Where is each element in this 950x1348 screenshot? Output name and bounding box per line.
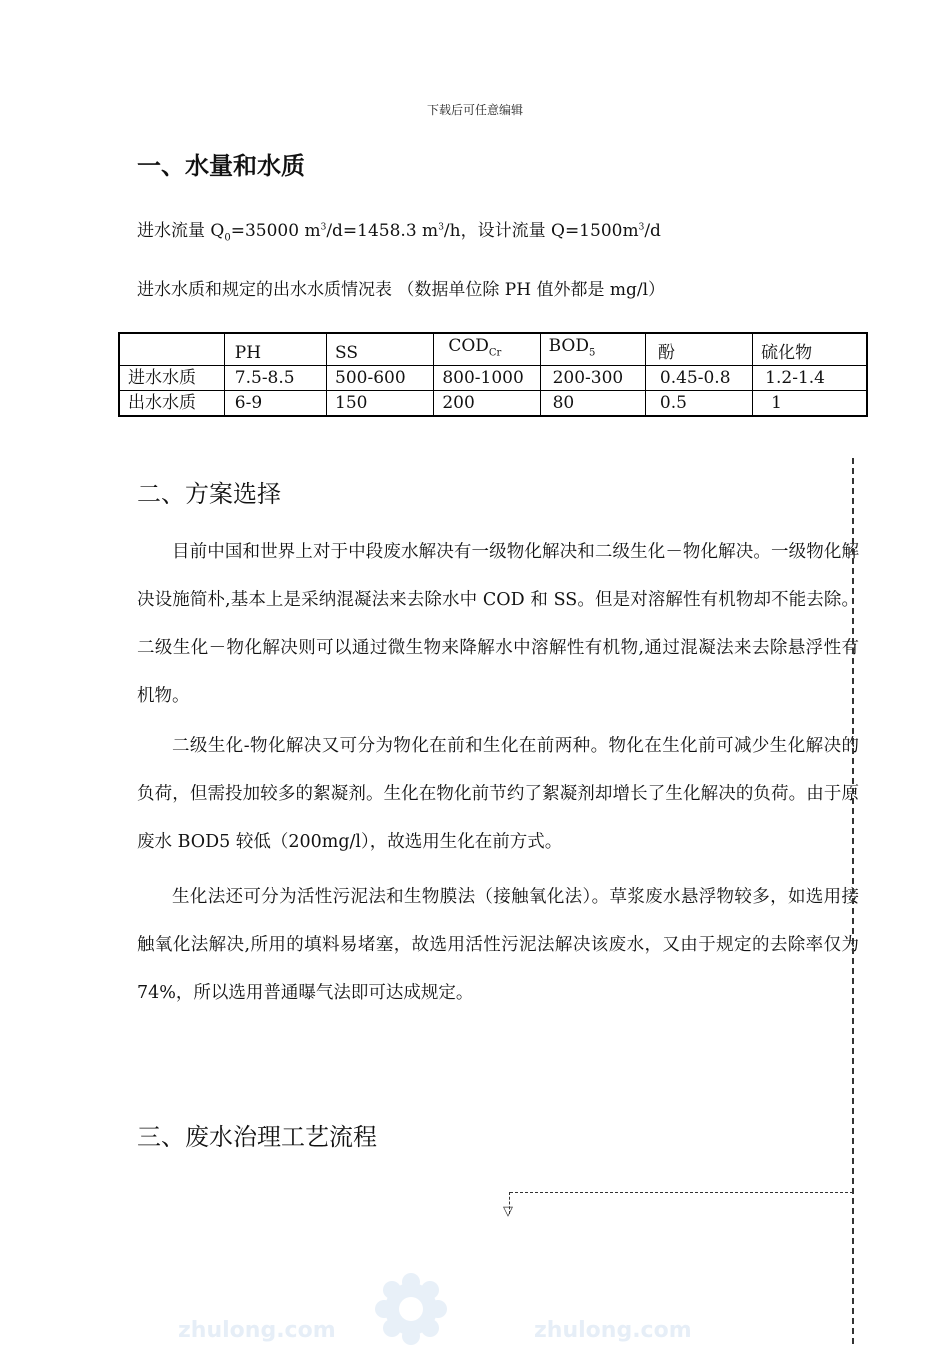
header-cell: 酚	[645, 333, 752, 366]
paragraph: 二级生化-物化解决又可分为物化在前和生化在前两种。物化在生化前可减少生化解决的负荷，但需投加较多的絮凝剂。生化在物化前节约了絮凝剂却增长了生化解决的负荷。由于原废水 BOD5 较低（200mg/l），故选用生化在前方式。	[137, 736, 859, 852]
table-cell: 200-300	[540, 366, 645, 391]
flow-rate-line: 进水流量 $Q_0=35000$ $m^3/d=1458.3$ $m^3/h$，设计流量 $Q=1500m^3/d$	[137, 221, 661, 244]
page-header: 下载后可任意编辑	[426, 103, 523, 117]
table-cell: 7.5-8.5	[224, 366, 326, 391]
header-cell: PH	[224, 333, 326, 366]
table-header-row	[119, 333, 867, 366]
paragraph: 生化法还可分为活性污泥法和生物膜法（接触氧化法）。草浆废水悬浮物较多，如选用接触氧化法解决,所用的填料易堵塞，故选用活性污泥法解决该废水，又由于规定的去除率仅为 74%，所以选用普通曝气法即可达成规定。	[137, 887, 859, 1003]
water-quality-table	[118, 332, 868, 417]
table-cell: 6-9	[224, 391, 326, 417]
section2-title: 二、方案选择	[137, 480, 281, 508]
table-cell: 进水水质	[119, 366, 224, 391]
table-cell: 500-600	[327, 366, 434, 391]
arrow-down-icon: ▽	[503, 1204, 513, 1219]
table-cell: 0.5	[645, 391, 752, 417]
header-cell: SS	[327, 333, 434, 366]
header-cell: 硫化物	[753, 333, 867, 366]
table-cell: 1	[753, 391, 867, 417]
flow-connector-horizontal	[510, 1192, 853, 1193]
table-cell: 80	[540, 391, 645, 417]
section3-title: 三、废水治理工艺流程	[137, 1123, 377, 1151]
table-cell: 150	[327, 391, 434, 417]
table-cell: 出水水质	[119, 391, 224, 417]
header-cell: $COD_{Cr}$	[434, 333, 540, 366]
table-cell: 0.45-0.8	[645, 366, 752, 391]
section1-title: 一、水量和水质	[137, 151, 305, 180]
header-cell	[119, 333, 224, 366]
flow-connector-vertical	[852, 458, 854, 1344]
table-cell: 800-1000	[434, 366, 540, 391]
watermark-logo-icon	[372, 1270, 450, 1348]
watermark-text: zhulong.com	[534, 1318, 692, 1343]
table-cell: 1.2-1.4	[753, 366, 867, 391]
table-caption: 进水水质和规定的出水水质情况表 （数据单位除 PH 值外都是 mg/l）	[137, 280, 666, 300]
table-row	[119, 391, 867, 417]
table-cell: 200	[434, 391, 540, 417]
paragraph: 目前中国和世界上对于中段废水解决有一级物化解决和二级生化－物化解决。一级物化解决设施简朴,基本上是采纳混凝法来去除水中 COD 和 SS。但是对溶解性有机物却不能去除。二级生化－物化解决则可以通过微生物来降解水中溶解性有机物,通过混凝法来去除悬浮性有机物。	[137, 542, 859, 706]
table-row	[119, 366, 867, 391]
header-cell: $BOD_5$	[540, 333, 645, 366]
watermark-text: zhulong.com	[178, 1318, 336, 1343]
